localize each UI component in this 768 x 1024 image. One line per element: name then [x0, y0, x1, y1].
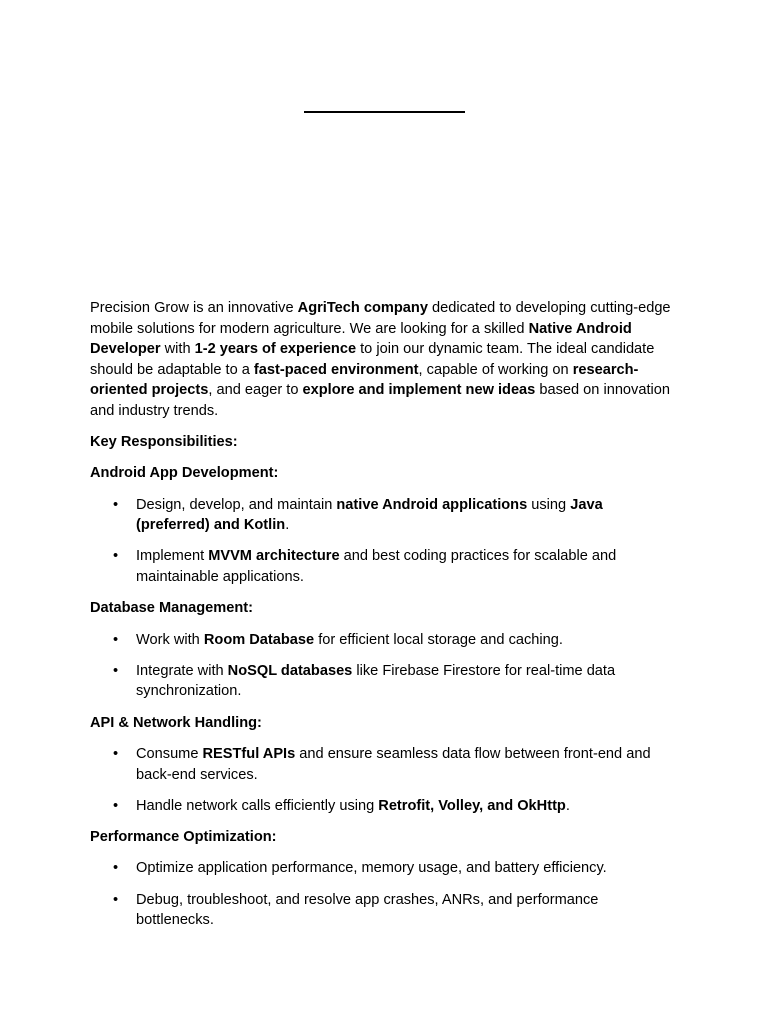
bullet-list: [90, 495, 680, 588]
bold-text: Native Android Developer: [90, 320, 632, 358]
list-item: [90, 858, 680, 879]
text-run: and best coding practices for scalable and maintainable applications.: [136, 548, 617, 586]
bold-text: native Android applications: [336, 496, 528, 513]
list-item: [90, 890, 680, 931]
section-heading: Performance Optimization:: [90, 828, 277, 845]
responsibility-section: [90, 713, 680, 817]
text-run: for efficient local storage and caching.: [314, 631, 563, 648]
text-run: dedicated to developing cutting-edge mobile solutions for modern agriculture. We are looking for a skilled: [90, 300, 671, 337]
list-item: [90, 495, 680, 536]
sections-container: [90, 463, 680, 931]
text-run: .: [285, 517, 290, 534]
responsibility-section: [90, 827, 680, 931]
text-run: Work with: [136, 631, 204, 648]
text-run: Handle network calls efficiently using: [136, 797, 379, 814]
bold-text: AgriTech company: [297, 300, 428, 316]
title-underline: [304, 111, 465, 113]
bullet-list: [90, 858, 680, 930]
bullet-icon: •: [113, 662, 119, 679]
section-heading: API & Network Handling:: [90, 714, 262, 731]
responsibility-section: [90, 463, 680, 587]
text-run: , and eager to: [208, 382, 303, 399]
document-body: [90, 298, 680, 941]
bullet-icon: •: [113, 891, 119, 908]
responsibility-section: [90, 598, 680, 702]
bold-text: explore and implement new ideas: [302, 382, 536, 399]
bold-text: MVVM architecture: [208, 548, 340, 565]
text-run: to join our dynamic team. The ideal candidate should be adaptable to a: [90, 341, 655, 378]
bold-text: 1-2 years of experience: [194, 341, 357, 358]
list-item: [90, 630, 680, 651]
list-item: [90, 661, 680, 702]
bullet-icon: •: [113, 631, 119, 648]
text-run: Integrate with: [136, 662, 228, 679]
bold-text: RESTful APIs: [202, 746, 296, 763]
bold-text: fast-paced environment: [253, 361, 419, 378]
list-item: [90, 796, 680, 817]
bullet-icon: •: [113, 548, 119, 565]
text-run: Precision Grow is an innovative: [90, 300, 298, 316]
bullet-list: [90, 744, 680, 816]
section-heading: Android App Development:: [90, 465, 279, 482]
bold-text: research-oriented projects: [90, 361, 639, 399]
bullet-list: [90, 630, 680, 702]
bullet-icon: •: [113, 860, 119, 877]
text-run: and ensure seamless data flow between front-end and back-end services.: [136, 746, 651, 783]
text-run: with: [160, 341, 195, 358]
text-run: Optimize application performance, memory usage, and battery efficiency.: [136, 860, 607, 877]
text-run: like Firebase Firestore for real-time data synchronization.: [136, 662, 616, 700]
text-run: Debug, troubleshoot, and resolve app crashes, ANRs, and performance bottlenecks.: [136, 891, 599, 929]
bullet-icon: •: [113, 746, 119, 763]
text-run: Design, develop, and maintain: [136, 496, 337, 513]
section-heading: Database Management:: [90, 600, 254, 617]
intro-paragraph: [90, 298, 680, 422]
text-run: , capable of working on: [418, 361, 573, 378]
list-item: [90, 546, 680, 587]
bold-text: NoSQL databases: [227, 662, 353, 679]
bold-text: Retrofit, Volley, and OkHttp: [378, 797, 566, 814]
text-run: using: [527, 496, 571, 513]
bullet-icon: •: [113, 496, 119, 513]
bullet-icon: •: [113, 797, 119, 814]
text-run: Consume: [136, 746, 203, 763]
key-responsibilities-heading: Key Responsibilities:: [90, 433, 238, 450]
bold-text: Java (preferred) and Kotlin: [136, 496, 603, 534]
text-run: .: [565, 797, 570, 814]
text-run: based on innovation and industry trends.: [90, 382, 670, 419]
list-item: [90, 744, 680, 785]
text-run: Implement: [136, 548, 209, 565]
bold-text: Room Database: [203, 631, 315, 648]
